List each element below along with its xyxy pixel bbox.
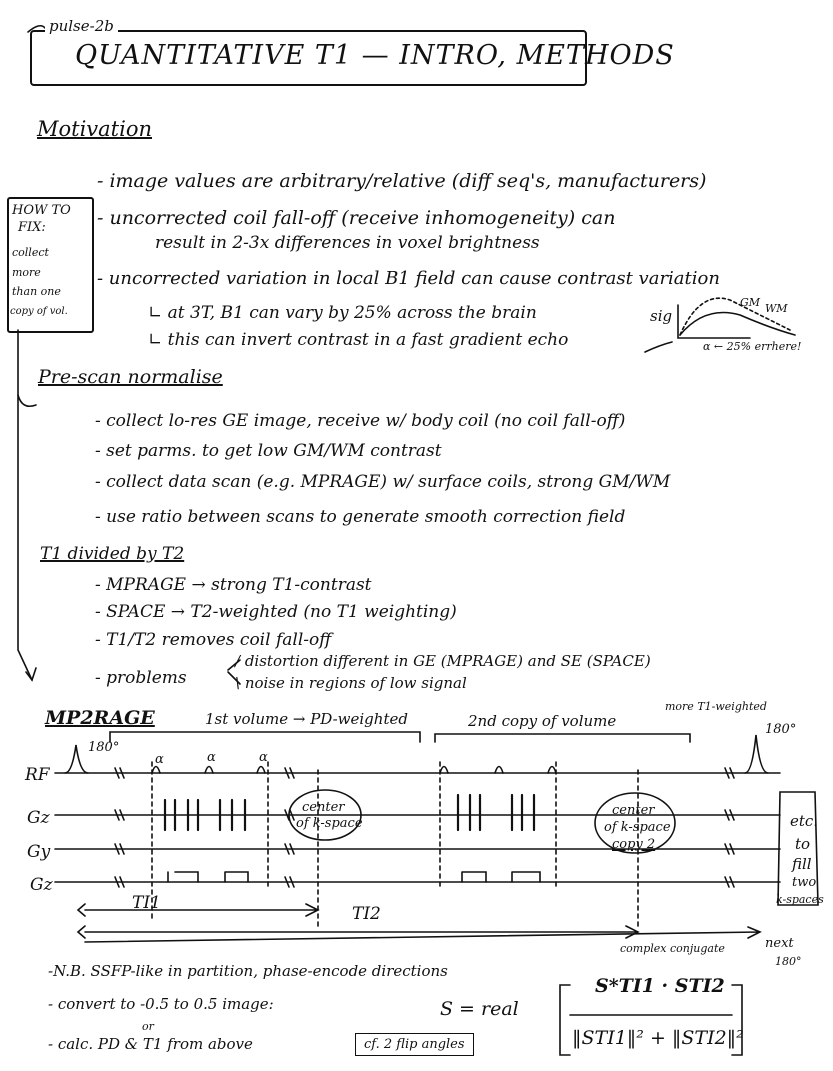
row-gz: Gz: [27, 808, 50, 828]
sig-pointer: [645, 342, 672, 352]
motivation-item-2: - uncorrected coil fall-off (receive inhomogeneity) can: [97, 207, 616, 229]
alpha-2: α: [207, 750, 216, 765]
flow-arrow-branch: [18, 395, 36, 406]
problem-1: / distortion different in GE (MPRAGE) and SE (SPACE): [235, 652, 651, 670]
etc-5: k-spaces: [776, 893, 824, 906]
t1t2-item-3: - T1/T2 removes coil fall-off: [95, 630, 332, 650]
first-volume-label: 1st volume → PD-weighted: [205, 710, 408, 728]
volume-1-brace: [110, 732, 420, 742]
motivation-sub-1: ∟ at 3T, B1 can vary by 25% across the brain: [148, 303, 537, 323]
rf-180-right: [745, 735, 768, 773]
center-kspace-1-b: of k-space: [296, 816, 363, 831]
prescan-item-4: - use ratio between scans to generate smooth correction field: [95, 507, 626, 527]
volume-2-brace: [435, 734, 690, 742]
rf-alpha-2: [440, 767, 556, 774]
row-gy: Gy: [27, 842, 51, 862]
formula-numerator: S*TI1 · STI2: [595, 975, 725, 997]
ti2-label: TI2: [352, 904, 381, 924]
fix-line-5: than one: [12, 285, 61, 298]
prescan-item-2: - set parms. to get low GM/WM contrast: [95, 441, 442, 461]
next-arrow: [85, 927, 760, 942]
gm-curve: [680, 298, 790, 335]
alpha-3: α: [259, 750, 268, 765]
motivation-sub-2: ∟ this can invert contrast in a fast gradient echo: [148, 330, 569, 350]
t1t2-item-1: - MPRAGE → strong T1-contrast: [95, 575, 372, 595]
page-title: QUANTITATIVE T1 — INTRO, METHODS: [75, 40, 675, 71]
motivation-heading: Motivation: [37, 117, 153, 141]
rf-alpha-1: [152, 767, 265, 774]
row-rf: RF: [25, 765, 50, 785]
bracket-left: [560, 985, 570, 1055]
motivation-item-3: - uncorrected variation in local B1 field can cause contrast variation: [97, 268, 720, 289]
etc-1: etc.: [790, 812, 819, 830]
formula-denominator: ‖STI1‖² + ‖STI2‖²: [572, 1027, 744, 1049]
problem-2: \ noise in regions of low signal: [235, 674, 467, 692]
wm-label: WM: [765, 302, 788, 315]
t1t2-item-2: - SPACE → T2-weighted (no T1 weighting): [95, 602, 457, 622]
note-2: - convert to -0.5 to 0.5 image:: [48, 995, 274, 1013]
t1t2-item-4: - problems: [95, 668, 187, 688]
pulse-180-right: 180°: [765, 722, 797, 737]
motivation-item-2-cont: result in 2-3x differences in voxel brightness: [155, 233, 540, 253]
center-kspace-2-ellipse: [595, 793, 675, 853]
center-kspace-2-b: of k-space: [604, 820, 671, 835]
or-mark: or: [142, 1020, 154, 1033]
center-kspace-1-a: center: [302, 800, 345, 815]
ti2-arrow: [78, 926, 638, 938]
fix-line-4: more: [12, 266, 41, 279]
formula-lhs: S = real: [440, 998, 519, 1020]
gm-label: GM: [740, 296, 761, 309]
sig-label: sig: [650, 307, 673, 325]
center-kspace-2-c: copy 2: [612, 837, 656, 852]
alpha-1: α: [155, 752, 164, 767]
pulse-180-left: 180°: [88, 740, 120, 755]
fix-line-2: FIX:: [18, 220, 46, 235]
ti1-arrow: [78, 904, 318, 916]
cf-box: cf. 2 flip angles: [355, 1033, 474, 1056]
etc-2: to: [795, 835, 811, 853]
mp2rage-heading: MP2RAGE: [45, 707, 155, 729]
motivation-item-1: - image values are arbitrary/relative (diff seq's, manufacturers): [97, 170, 707, 192]
next-label: next: [765, 936, 794, 951]
prescan-item-1: - collect lo-res GE image, receive w/ body coil (no coil fall-off): [95, 411, 626, 431]
rf-180-left: [65, 745, 88, 773]
sig-axes: [678, 305, 750, 338]
center-kspace-2-a: center: [612, 803, 655, 818]
bracket-right: [732, 985, 742, 1055]
note-3: - calc. PD & T1 from above: [48, 1035, 253, 1053]
row-gz-2: Gz: [30, 875, 53, 895]
etc-box: [778, 792, 818, 905]
prescan-item-3: - collect data scan (e.g. MPRAGE) w/ surface coils, strong GM/WM: [95, 472, 671, 492]
fix-line-1: HOW TO: [12, 203, 71, 218]
complex-conjugate-note: complex conjugate: [620, 942, 725, 955]
next-180: 180°: [775, 955, 802, 968]
etc-4: two: [792, 875, 817, 890]
second-volume-label: 2nd copy of volume: [468, 712, 617, 730]
t1t2-heading: T1 divided by T2: [40, 544, 185, 564]
prescan-heading: Pre-scan normalise: [38, 366, 223, 388]
etc-3: fill: [792, 855, 812, 873]
more-t1-label: more T1-weighted: [665, 700, 767, 713]
ti1-label: TI1: [132, 893, 161, 913]
flow-arrow-main: [18, 330, 32, 680]
note-1: -N.B. SSFP-like in partition, phase-encode directions: [48, 962, 448, 980]
fix-line-6: copy of vol.: [10, 306, 68, 317]
fix-line-3: collect: [12, 246, 49, 259]
alpha-note: α ← 25% errhere!: [703, 340, 802, 353]
page-tag: pulse-2b: [45, 17, 118, 35]
